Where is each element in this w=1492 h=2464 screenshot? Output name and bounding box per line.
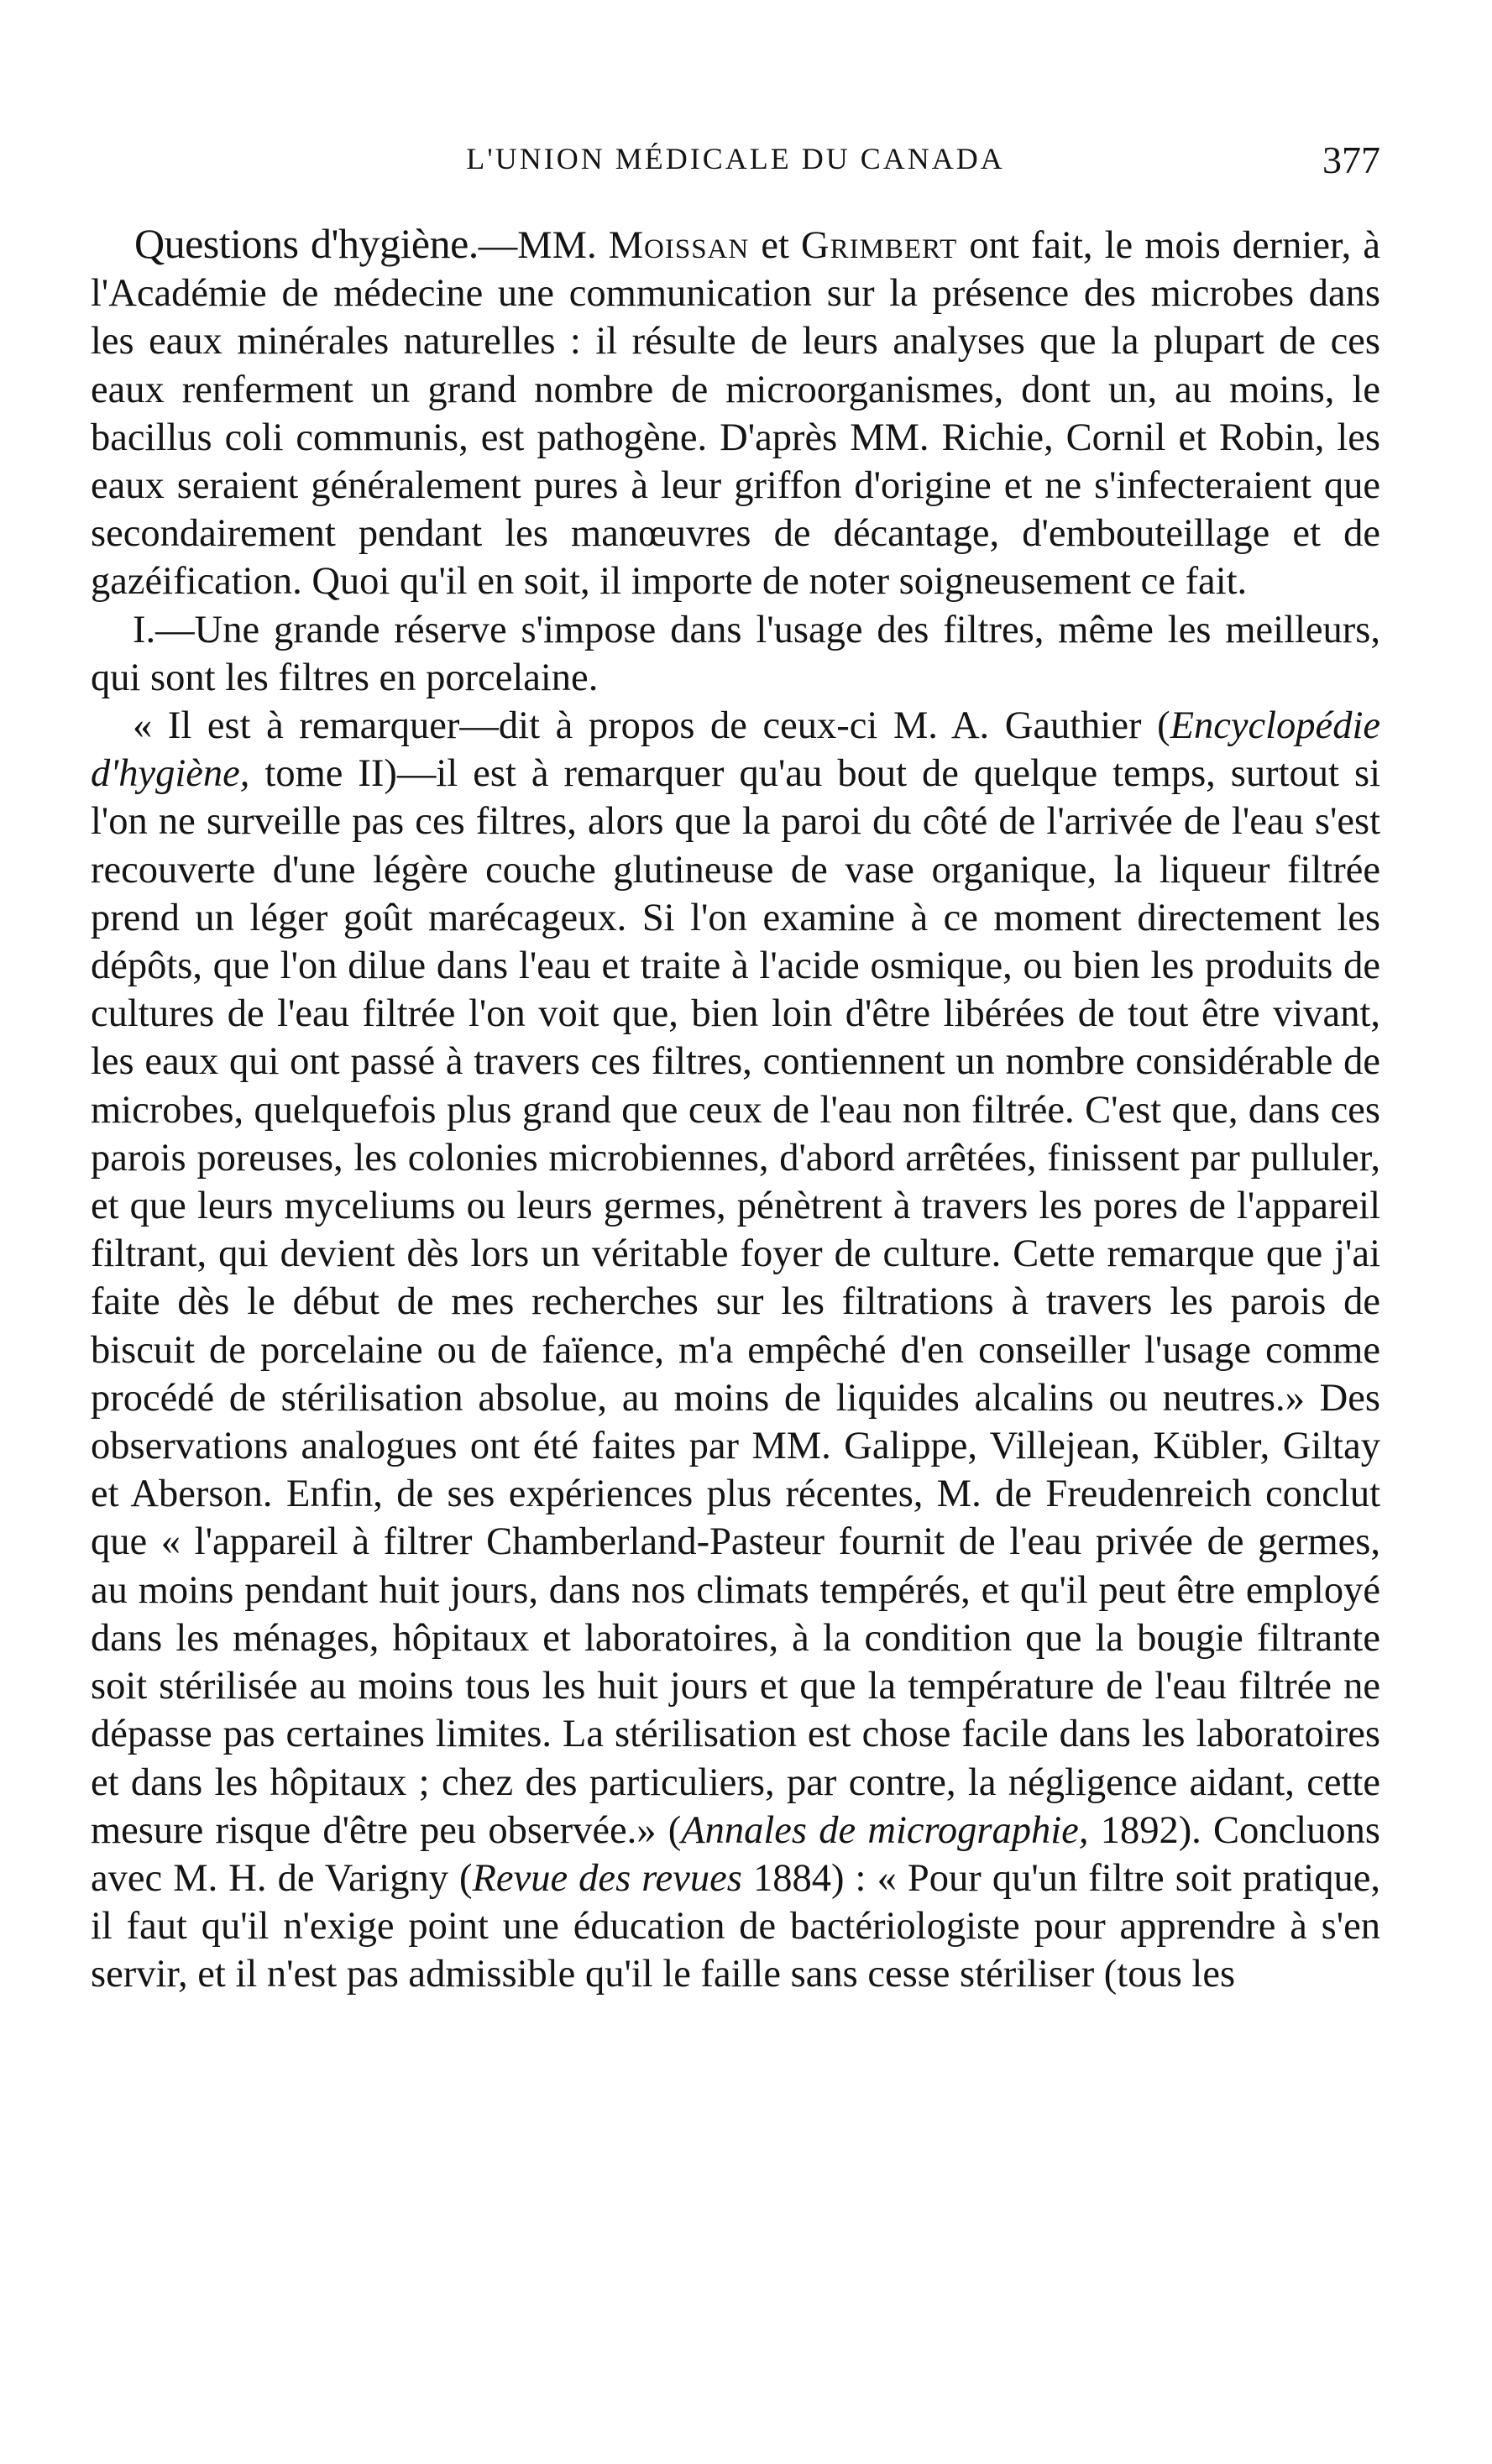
paragraph-1-conjunction: et	[749, 224, 801, 267]
paragraph-1-lead: —MM.	[478, 224, 609, 267]
paragraph-3-text-b: tome II)—il est à remarquer qu'au bout de quelque temps, surtout si l'on ne surveille pas ces filtres, alors que la paroi du côté de l'arrivée de l'eau s'est recouverte d'une légère couche glutineuse de vase organique, la liqueur filtrée prend un léger goût marécageux. Si l'on examine à ce moment directement les dépôts, que l'on dilue dans l'eau et traite à l'acide osmique, ou bien les produits de cultures de l'eau filtrée l'on voit que, bien loin d'être libérées de tout être vivant, les eaux qui ont passé à travers ces filtres, contiennent un nombre considérable de microbes, quelquefois plus grand que ceux de l'eau non filtrée. C'est que, dans ces parois poreuses, les colonies microbiennes, d'abord arrêtées, finissent par pulluler, et que leurs myceliums ou leurs germes, pénètrent à travers les pores de l'appareil filtrant, qui devient dès lors un véritable foyer de culture. Cette remarque que j'ai faite dès le début de mes recherches sur les filtrations à travers les parois de biscuit de porcelaine ou de faïence, m'a empêché d'en conseiller l'usage comme procédé de stérilisation absolue, au moins de liquides alcalins ou neutres.» Des observations analogues ont été faites par MM. Galippe, Villejean, Kübler, Giltay et Aberson. Enfin, de ses expériences plus récentes, M. de Freudenreich conclut que « l'appareil à filtrer Chamberland-Pasteur fournit de l'eau privée de germes, au moins pendant huit jours, dans nos climats tempérés, et qu'il peut être employé dans les ménages, hôpitaux et laboratoires, à la condition que la bougie filtrante soit stérilisée au moins tous les huit jours et que la température de l'eau filtrée ne dépasse pas certaines limites. La stérilisation est chose facile dans les laboratoires et dans les hôpitaux ; chez des particuliers, par contre, la négligence aidant, cette mesure risque d'être peu observée.» (	[91, 752, 1380, 1852]
author-name: Moissan	[608, 224, 750, 267]
citation-title: Annales de micrographie,	[681, 1808, 1089, 1852]
paragraph-3-text-c: 1892). Concluons avec M. H. de Varigny (	[91, 1808, 1380, 1900]
author-name: Grimbert	[801, 224, 958, 267]
journal-title: L'UNION MÉDICALE DU CANADA	[466, 142, 1005, 175]
paragraph-3-text-a: « Il est à remarquer—dit à propos de ceux-ci M. A. Gauthier (	[133, 704, 1170, 748]
running-head	[91, 141, 1380, 191]
article-body	[91, 220, 1380, 1999]
paragraph-3-text-d: 1884) : « Pour qu'un filtre soit pratique, il faut qu'il n'exige point une éducation de bactériologiste pour apprendre à s'en servir, et il n'est pas admissible qu'il le faille sans cesse stériliser (tous les	[91, 1856, 1380, 1996]
paragraph-1-text: ont fait, le mois dernier, à l'Académie de médecine une communication sur la présence des microbes dans les eaux minérales naturelles : il résulte de leurs analyses que la plupart de ces eaux renferment un grand nombre de microorganismes, dont un, au moins, le bacillus coli communis, est pathogène. D'après MM. Richie, Cornil et Robin, les eaux seraient généralement pures à leur griffon d'origine et ne s'infecteraient que secondairement pendant les manœuvres de décantage, d'embouteillage et de gazéification. Quoi qu'il en soit, il importe de noter soigneusement ce fait.	[91, 224, 1380, 604]
citation-title: Revue des revues	[472, 1856, 742, 1900]
citation-title: Encyclopédie d'hygiène,	[91, 704, 1380, 796]
paragraph-2: I.—Une grande réserve s'impose dans l'usage des filtres, même les meilleurs, qui sont les filtres en porcelaine.	[91, 608, 1380, 699]
paragraph-1	[91, 220, 1380, 606]
page-number: 377	[1322, 139, 1380, 181]
paragraph-3	[91, 702, 1380, 1998]
section-heading: Questions d'hygiène.	[134, 220, 479, 267]
